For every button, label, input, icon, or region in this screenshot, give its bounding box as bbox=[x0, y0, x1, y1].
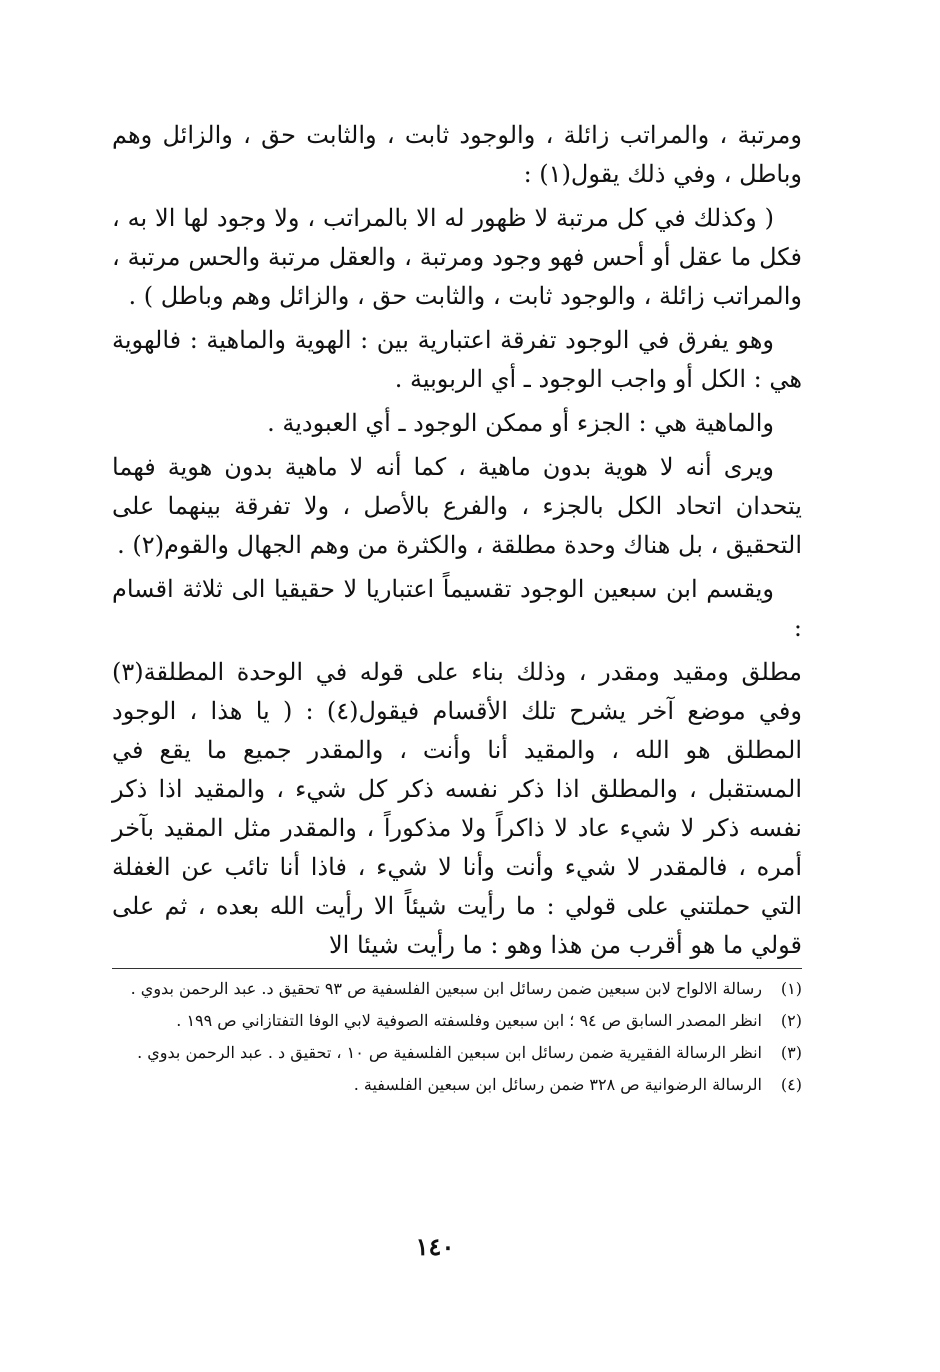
footnote-text: رسالة الالواح لابن سبعين ضمن رسائل ابن سبعين الفلسفية ص ٩٣ تحقيق د. عبد الرحمن بدوي . bbox=[130, 979, 762, 998]
footnote-divider bbox=[112, 968, 802, 969]
main-text bbox=[112, 116, 802, 965]
footnote-number: (٣) bbox=[780, 1043, 802, 1062]
footnote-1 bbox=[112, 975, 802, 1003]
footnote-number: (١) bbox=[780, 979, 802, 998]
footnote-text: انظر المصدر السابق ص ٩٤ ؛ ابن سبعين وفلسفته الصوفية لابي الوفا التفتازاني ص ١٩٩ . bbox=[176, 1011, 762, 1030]
footnote-number: (٤) bbox=[780, 1075, 802, 1094]
paragraph-7: مطلق ومقيد ومقدر ، وذلك بناء على قوله في الوحدة المطلقة(٣) وفي موضع آخر يشرح تلك الأقسام فيقول(٤) : ( يا هذا ، الوجود المطلق هو الله ، والمقيد أنا وأنت ، والمقدر جميع ما يقع في المستقبل ، والمطلق اذا ذكر نفسه ذكر كل شيء ، والمقيد اذا ذكر نفسه ذكر لا شيء عاد لا ذاكراً ولا مذكوراً ، والمقدر مثل المقيد بآخر أمره ، فالمقدر لا شيء وأنت وأنا لا شيء ، فاذا أنا تائب عن الغفلة التي حملتني على قولي : ما رأيت شيئاً الا رأيت الله بعده ، ثم على قولي ما هو أقرب من هذا وهو : ما رأيت شيئا الا bbox=[112, 658, 802, 959]
paragraph-1: ومرتبة ، والمراتب زائلة ، والوجود ثابت ، والثابت حق ، والزائل وهم وباطل ، وفي ذلك يقول(١) : bbox=[112, 121, 802, 188]
footnote-number: (٢) bbox=[780, 1011, 802, 1030]
footnotes bbox=[112, 968, 802, 1103]
footnote-4 bbox=[112, 1071, 802, 1099]
footnote-3 bbox=[112, 1039, 802, 1067]
footnote-2 bbox=[112, 1007, 802, 1035]
paragraph-3: وهو يفرق في الوجود تفرقة اعتبارية بين : الهوية والماهية : فالهوية هي : الكل أو واجب الوجود ـ أي الربوبية . bbox=[112, 326, 802, 393]
footnote-text: الرسالة الرضوانية ص ٣٢٨ ضمن رسائل ابن سبعين الفلسفية . bbox=[353, 1075, 762, 1094]
paragraph-6: ويقسم ابن سبعين الوجود تقسيماً اعتباريا لا حقيقيا الى ثلاثة اقسام : bbox=[112, 575, 802, 642]
paragraph-5: ويرى أنه لا هوية بدون ماهية ، كما أنه لا ماهية بدون هوية فهما يتحدان اتحاد الكل بالجزء ، والفرع بالأصل ، ولا تفرقة بينهما على التحقيق ، بل هناك وحدة مطلقة ، والكثرة من وهم الجهال والقوم(٢) . bbox=[112, 453, 802, 559]
footnote-text: انظر الرسالة الفقيرية ضمن رسائل ابن سبعين الفلسفية ص ١٠ ، تحقيق د . عبد الرحمن بدوي . bbox=[137, 1043, 762, 1062]
paragraph-2: ( وكذلك في كل مرتبة لا ظهور له الا بالمراتب ، ولا وجود لها الا به ، فكل ما عقل أو أحس فهو وجود ومرتبة ، والعقل مرتبة والحس مرتبة ، والمراتب زائلة ، والوجود ثابت ، والثابت حق ، والزائل وهم وباطل ) . bbox=[112, 204, 802, 310]
paragraph-4: والماهية هي : الجزء أو ممكن الوجود ـ أي العبودية . bbox=[267, 409, 774, 437]
page-number: ١٤٠ bbox=[415, 1232, 455, 1261]
